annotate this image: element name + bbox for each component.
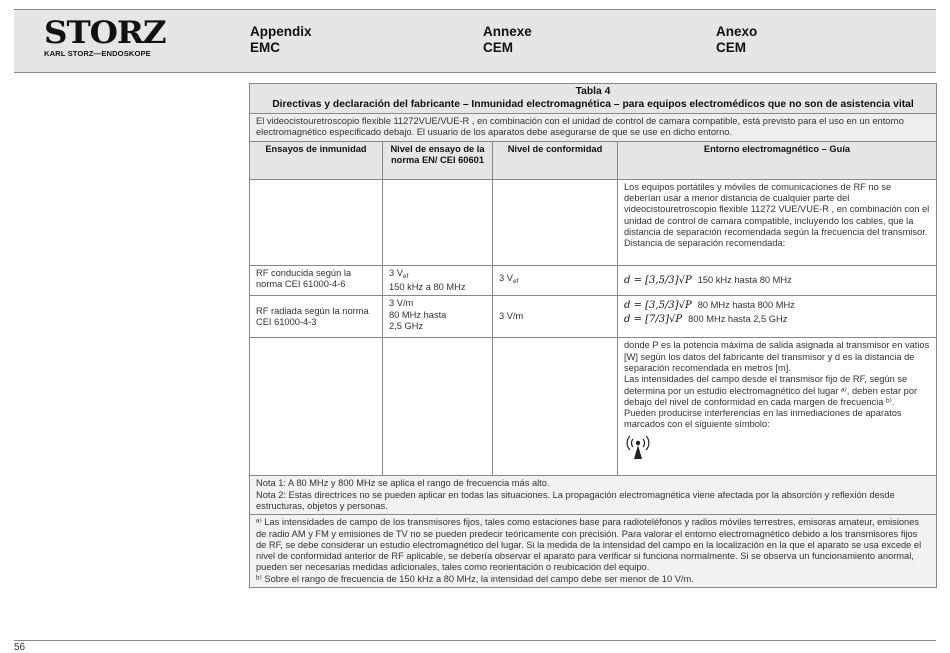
table-subtitle: Directivas y declaración del fabricante – Inmunidad electromagnética – para equipos electromédicos que no son de asistencia vital (272, 98, 914, 110)
test-conducted: RF conducida según la norma CEI 61000-4-6 (250, 265, 383, 296)
logo-subtitle: KARL STORZ—ENDOSKOPE (44, 49, 151, 58)
compliance-conducted: 3 $V_{ef}$ (493, 265, 618, 296)
page-header (14, 10, 936, 72)
table-row-radiated (250, 296, 937, 338)
page-number: 56 (14, 642, 26, 653)
header-guidance: Entorno electromagnético – Guía (618, 141, 937, 179)
non-ionizing-radiation-icon (624, 433, 652, 461)
level-radiated: 3 V/m 80 MHz hasta 2,5 GHz (383, 296, 493, 338)
header-column-french: Annexe CEM (483, 24, 532, 55)
table-title: Tabla 4 Directivas y declaración del fabricante – Inmunidad electromagnética – para equipos electromédicos que no son de asistencia vital (250, 84, 937, 114)
header-column-spanish: Anexo CEM (716, 24, 758, 55)
test-radiated: RF radiada según la norma CEI 61000-4-3 (250, 296, 383, 338)
notes: Nota 1: A 80 MHz y 800 MHz se aplica el rango de frecuencia más alto. Nota 2: Estas directrices no se pueden aplicar en todas las situaciones. La propagación electromagnética viene afectada por la absorción y reflexión desde estructuras, objetos y personas. (250, 476, 937, 515)
table-row-conducted (250, 265, 937, 296)
header-rule (14, 72, 936, 73)
table-intro: El videocistouretroscopio flexible 11272VUE/VUE-R , en combinación con el unidad de control de camara compatible, está previsto para el uso en un entorno electromagnético especificado debajo. El usuario de los aparatos debe asegurarse de que se use en dicho entorno. (250, 114, 937, 142)
level-conducted: 3 $V_{ef}$ 150 kHz a 80 MHz (383, 265, 493, 296)
header-immunity-tests: Ensayos de inmunidad (250, 141, 383, 179)
header-test-level: Nivel de ensayo de la norma EN/ CEI 60601 (383, 141, 493, 179)
distance-radiated: d = [3,5/3]√P 80 MHz hasta 800 MHz d = [7/3]√P 800 MHz hasta 2,5 GHz (618, 296, 937, 338)
header-column-english: Appendix EMC (250, 24, 312, 55)
guidance-intro: Los equipos portátiles y móviles de comunicaciones de RF no se deberían usar a menor distancia de cualquier parte del videocistouretroscopio flexible 11272 VUE/VUE-R , en combinación con el unidad de control de camara compatible, incluyendo los cables, que la distancia de separación recomendada según la frecuencia del transmisor. Distancia de separación recomendada: (618, 179, 937, 265)
storz-logo (44, 15, 166, 58)
header-compliance-level: Nivel de conformidad (493, 141, 618, 179)
guidance-details: donde P es la potencia máxima de salida asignada al transmisor en vatios [W] según los datos del fabricante del transmisor y d es la distancia de separación recomendada en metros [m]. Las intensidades del campo desde el transmisor fijo de RF, según se determina por un estudio electromagnético del lugar ᵃ⁾, deben estar por debajo del nivel de conformidad en cada margen de frecuencia ᵇ⁾. Pueden producirse interferencias en las inmediaciones de aparatos marcados con el siguiente símbolo: (618, 338, 937, 476)
compliance-radiated: 3 V/m (493, 296, 618, 338)
footnotes: ᵃ⁾ Las intensidades de campo de los transmisores fijos, tales como estaciones base para radioteléfonos y radios móviles terrestres, emisoras amateur, emisiones de radio AM y FM y emisiones de TV no se pueden predecir teóricamente con precisión. Para valorar el entorno electromagnético debido a los transmisores fijos de RF, se debe considerar un estudio electromagnético del lugar. Si la medida de la intensidad del campo en la localización en la que el aparato se usa excede el nivel de conformidad anterior de RF aplicable, se debería observar el aparato para verificar si funciona normalmente. Si se observa un funcionamiento anormal, pueden ser necesarias medidas adicionales, tales como reorientación o reubicación del equipo. ᵇ⁾ Sobre el rango de frecuencia de 150 kHz a 80 MHz, la intensidad del campo debe ser menor de 10 V/m. (250, 515, 937, 588)
footer-rule (14, 640, 936, 641)
distance-conducted: d = [3,5/3]√P 150 kHz hasta 80 MHz (618, 265, 937, 296)
logo-wordmark: STORZ (44, 15, 166, 51)
immunity-table (249, 83, 937, 588)
